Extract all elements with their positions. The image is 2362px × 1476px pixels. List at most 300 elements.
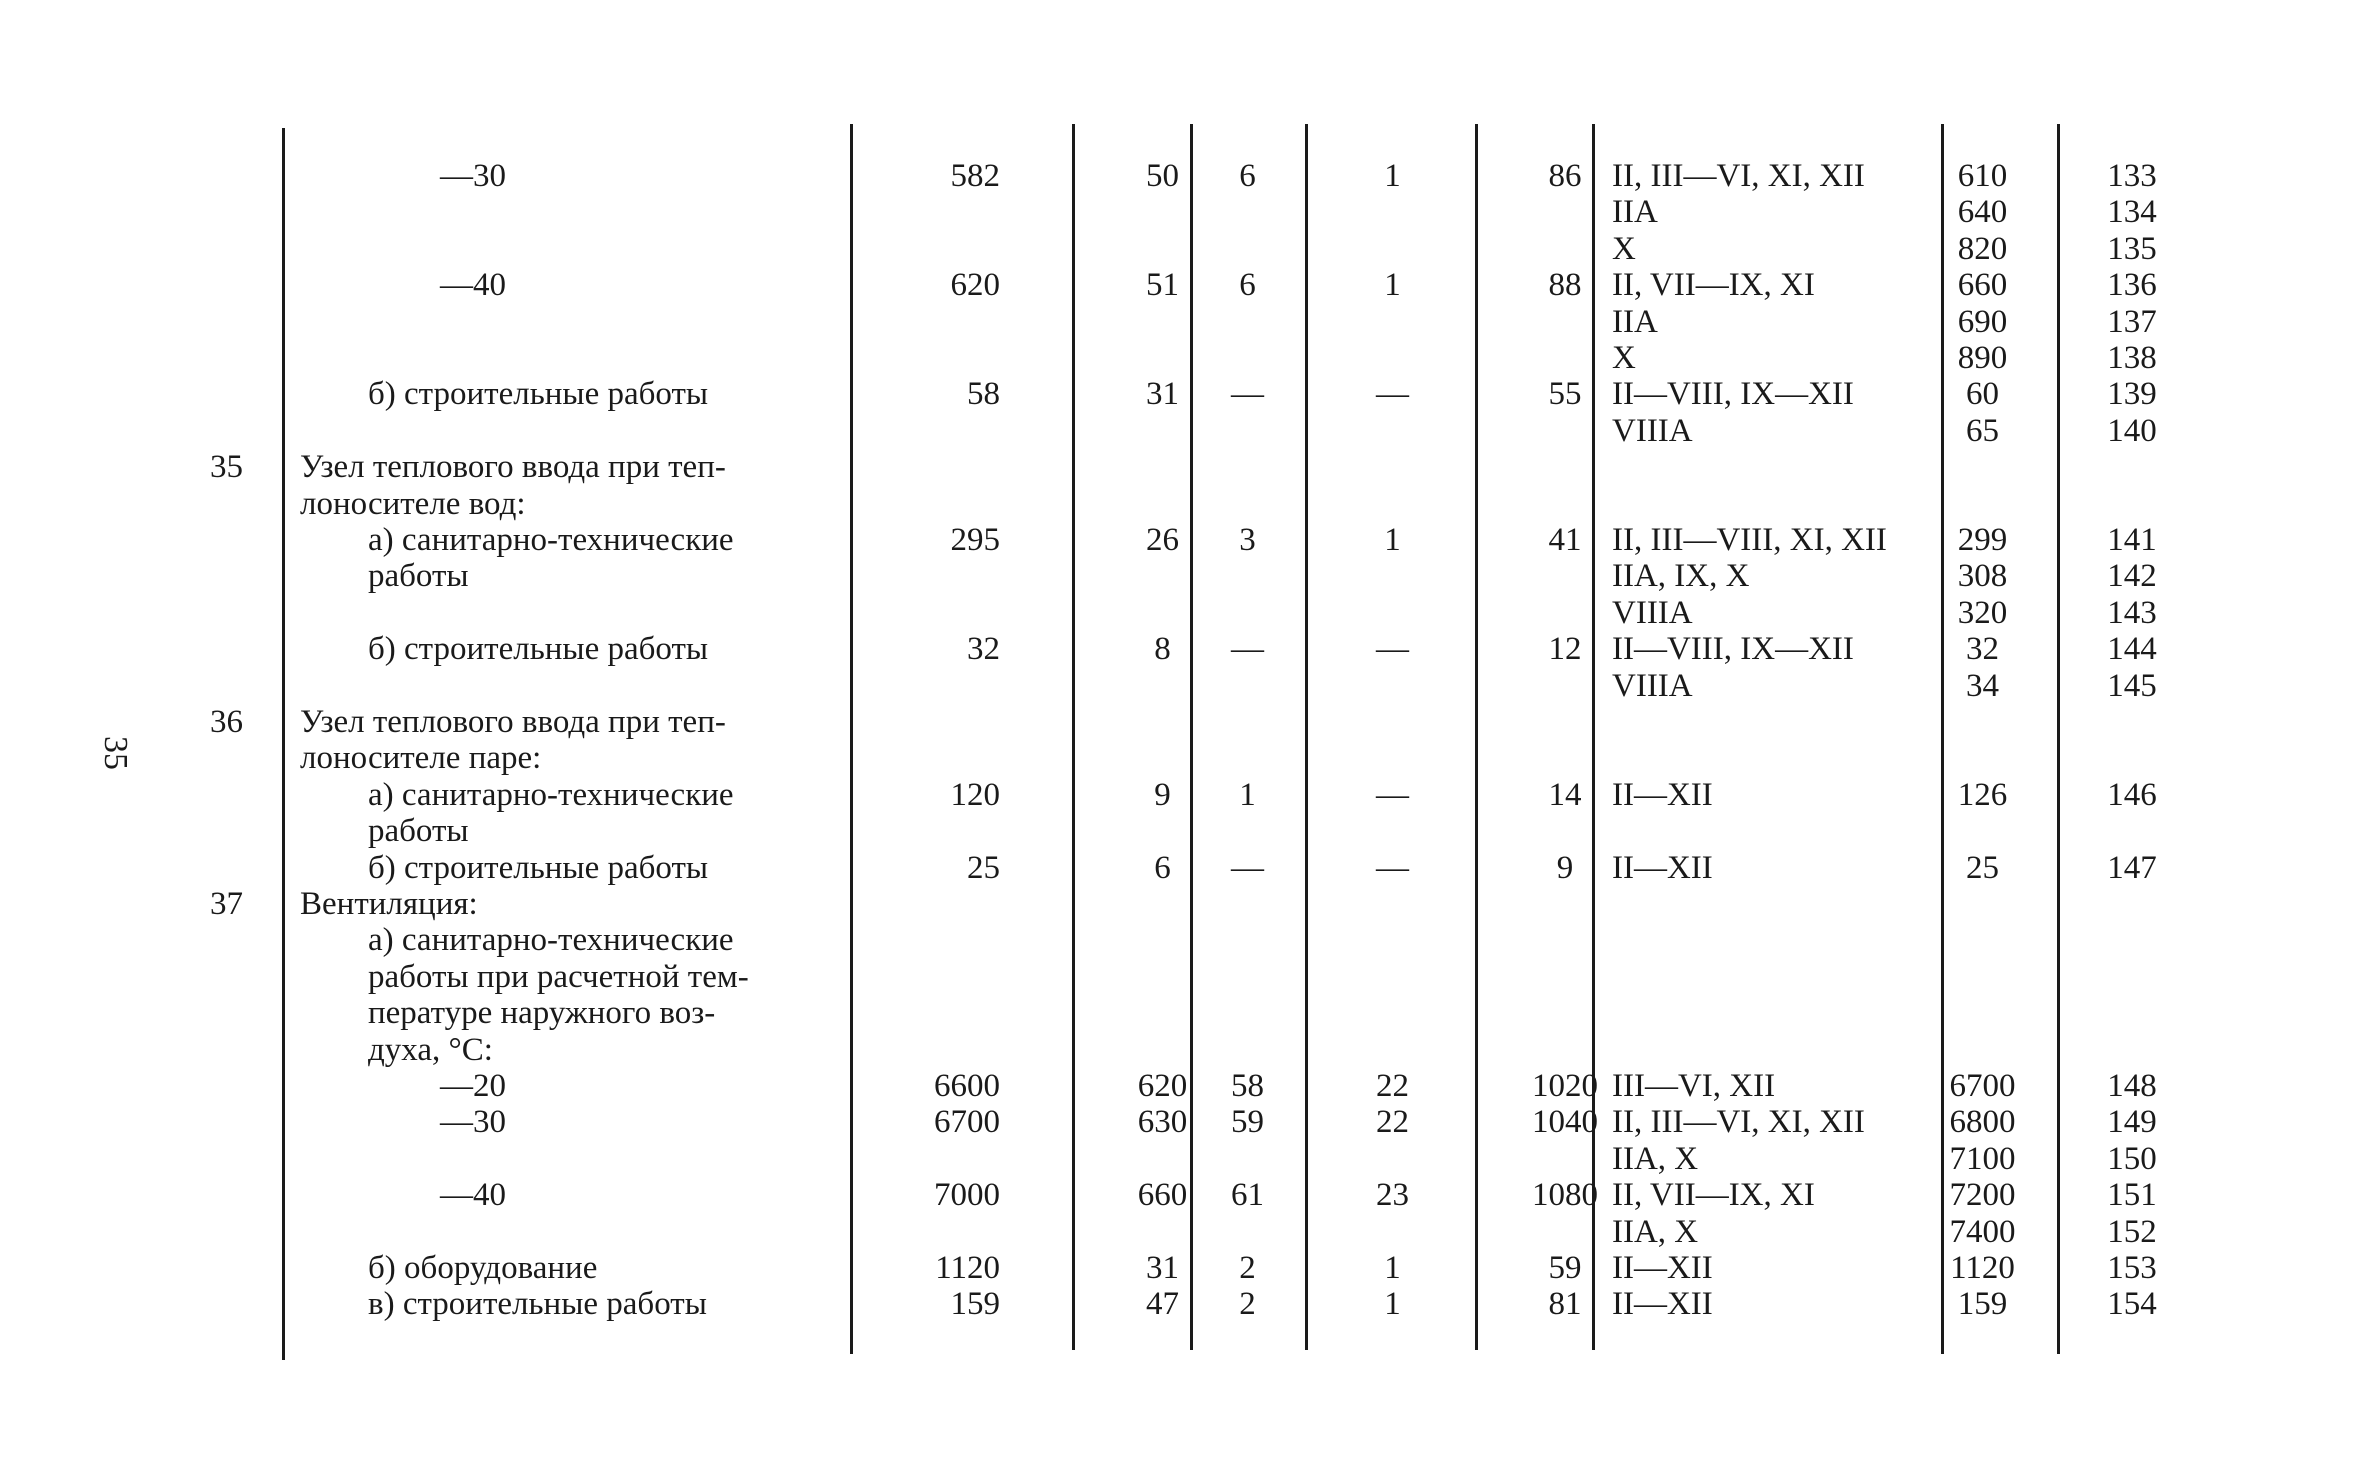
row-number xyxy=(185,995,243,1031)
value-col-1 xyxy=(860,1214,1000,1250)
row-name: б) строительные работы xyxy=(368,631,709,667)
table-row xyxy=(0,1250,2362,1286)
row-number xyxy=(185,740,243,776)
value-col-1: 6600 xyxy=(934,1068,1000,1104)
price-value xyxy=(1940,813,2025,849)
row-name: —20 xyxy=(440,1068,506,1104)
table-row xyxy=(0,1177,2362,1213)
table-row xyxy=(0,158,2362,194)
row-name: работы xyxy=(368,558,469,594)
row-number xyxy=(185,1286,243,1322)
value-col-3 xyxy=(1190,558,1305,594)
position-index xyxy=(2082,486,2182,522)
position-index: 147 xyxy=(2107,850,2157,886)
value-col-4 xyxy=(1320,1214,1465,1250)
value-col-3 xyxy=(1190,922,1305,958)
price-value: 34 xyxy=(1966,668,1999,704)
price-value xyxy=(1940,922,2025,958)
row-name: работы при расчетной тем- xyxy=(368,959,749,995)
row-name: лоносителе паре: xyxy=(300,740,542,776)
value-col-3: 6 xyxy=(1239,267,1256,303)
value-col-3: 1 xyxy=(1239,777,1256,813)
row-number xyxy=(185,1104,243,1140)
position-index: 141 xyxy=(2107,522,2157,558)
table-row xyxy=(0,850,2362,886)
table-row xyxy=(0,486,2362,522)
table-row xyxy=(0,413,2362,449)
district-list: VIIIA xyxy=(1612,413,1693,449)
value-col-5: 88 xyxy=(1548,267,1582,303)
value-col-4 xyxy=(1320,922,1465,958)
price-value: 159 xyxy=(1957,1286,2008,1322)
position-index: 133 xyxy=(2107,158,2157,194)
district-list: II—VIII, IX—XII xyxy=(1612,376,1854,412)
value-col-1 xyxy=(860,194,1000,230)
value-col-3 xyxy=(1190,304,1305,340)
price-value xyxy=(1940,449,2025,485)
value-col-3 xyxy=(1190,231,1305,267)
district-list: II—XII xyxy=(1612,1286,1713,1322)
value-col-1 xyxy=(860,1141,1000,1177)
value-col-3 xyxy=(1190,995,1305,1031)
value-col-1: 32 xyxy=(967,631,1000,667)
value-col-1: 620 xyxy=(950,267,1000,303)
district-list: X xyxy=(1612,231,1636,267)
position-index: 144 xyxy=(2107,631,2157,667)
value-col-5: 1040 xyxy=(1532,1104,1598,1140)
value-col-3: 58 xyxy=(1231,1068,1264,1104)
value-col-4 xyxy=(1320,813,1465,849)
value-col-4: 22 xyxy=(1376,1068,1409,1104)
table-row xyxy=(0,886,2362,922)
price-value: 320 xyxy=(1957,595,2008,631)
table-row xyxy=(0,668,2362,704)
row-name: а) санитарно-технические xyxy=(368,522,734,558)
price-value xyxy=(1940,740,2025,776)
value-col-1 xyxy=(860,959,1000,995)
row-name: —30 xyxy=(440,158,506,194)
position-index xyxy=(2082,740,2182,776)
price-value: 299 xyxy=(1957,522,2008,558)
value-col-2: 31 xyxy=(1146,1250,1179,1286)
value-col-4 xyxy=(1320,740,1465,776)
row-number xyxy=(185,231,243,267)
district-list: II—XII xyxy=(1612,1250,1713,1286)
table-row xyxy=(0,1141,2362,1177)
table-row xyxy=(0,449,2362,485)
value-col-4: 23 xyxy=(1376,1177,1409,1213)
row-number xyxy=(185,631,243,667)
position-index: 140 xyxy=(2107,413,2157,449)
value-col-3 xyxy=(1190,959,1305,995)
price-value: 690 xyxy=(1957,304,2008,340)
price-value: 32 xyxy=(1966,631,1999,667)
value-col-4 xyxy=(1320,704,1465,740)
row-name: б) строительные работы xyxy=(368,376,709,412)
value-col-5 xyxy=(1480,813,1650,849)
row-number xyxy=(185,522,243,558)
price-value: 65 xyxy=(1966,413,1999,449)
value-col-4 xyxy=(1320,595,1465,631)
value-col-1 xyxy=(860,340,1000,376)
value-col-4 xyxy=(1320,449,1465,485)
value-col-4: 1 xyxy=(1384,158,1401,194)
value-col-4 xyxy=(1320,340,1465,376)
price-value xyxy=(1940,486,2025,522)
price-value: 890 xyxy=(1957,340,2008,376)
value-col-1 xyxy=(860,558,1000,594)
value-col-1: 1120 xyxy=(935,1250,1000,1286)
row-number xyxy=(185,813,243,849)
district-list: II, VII—IX, XI xyxy=(1612,267,1815,303)
position-index: 148 xyxy=(2107,1068,2157,1104)
value-col-3: 2 xyxy=(1239,1250,1256,1286)
value-col-5: 1020 xyxy=(1532,1068,1598,1104)
row-number xyxy=(185,376,243,412)
value-col-1 xyxy=(860,231,1000,267)
value-col-4 xyxy=(1320,1032,1465,1068)
value-col-4: — xyxy=(1376,777,1409,813)
value-col-2: 51 xyxy=(1146,267,1179,303)
position-index: 152 xyxy=(2107,1214,2157,1250)
price-value: 25 xyxy=(1966,850,1999,886)
row-number xyxy=(185,1141,243,1177)
position-index xyxy=(2082,886,2182,922)
value-col-4: — xyxy=(1376,376,1409,412)
page-number: 35 xyxy=(97,736,134,770)
table-row xyxy=(0,704,2362,740)
row-name: работы xyxy=(368,813,469,849)
price-value: 610 xyxy=(1957,158,2008,194)
price-value xyxy=(1940,959,2025,995)
district-list: II, III—VIII, XI, XII xyxy=(1612,522,1887,558)
value-col-4: — xyxy=(1376,850,1409,886)
position-index: 142 xyxy=(2107,558,2157,594)
value-col-3: 61 xyxy=(1231,1177,1264,1213)
value-col-3 xyxy=(1190,1214,1305,1250)
row-number xyxy=(185,340,243,376)
value-col-4 xyxy=(1320,1141,1465,1177)
district-list: II—XII xyxy=(1612,777,1713,813)
value-col-1 xyxy=(860,922,1000,958)
value-col-2: 630 xyxy=(1137,1104,1188,1140)
value-col-4: 1 xyxy=(1384,522,1401,558)
value-col-1 xyxy=(860,449,1000,485)
row-name: духа, °С: xyxy=(368,1032,493,1068)
district-list: IIA xyxy=(1612,304,1658,340)
value-col-2: 660 xyxy=(1137,1177,1188,1213)
table-row xyxy=(0,194,2362,230)
value-col-3 xyxy=(1190,813,1305,849)
value-col-3 xyxy=(1190,340,1305,376)
row-number xyxy=(185,158,243,194)
value-col-4: — xyxy=(1376,631,1409,667)
value-col-3 xyxy=(1190,740,1305,776)
value-col-4 xyxy=(1320,558,1465,594)
district-list: IIA, X xyxy=(1612,1141,1699,1177)
value-col-4: 22 xyxy=(1376,1104,1409,1140)
price-value: 660 xyxy=(1957,267,2008,303)
value-col-3 xyxy=(1190,194,1305,230)
value-col-1: 582 xyxy=(950,158,1000,194)
value-col-4 xyxy=(1320,304,1465,340)
row-number xyxy=(185,558,243,594)
value-col-5: 41 xyxy=(1548,522,1582,558)
value-col-3: — xyxy=(1231,376,1264,412)
table-row xyxy=(0,631,2362,667)
price-value: 126 xyxy=(1957,777,2008,813)
row-number xyxy=(185,267,243,303)
value-col-1 xyxy=(860,1032,1000,1068)
position-index: 135 xyxy=(2107,231,2157,267)
value-col-3: — xyxy=(1231,850,1264,886)
value-col-1 xyxy=(860,668,1000,704)
position-index xyxy=(2082,813,2182,849)
price-value: 7400 xyxy=(1949,1214,2016,1250)
table-row xyxy=(0,813,2362,849)
value-col-4: 1 xyxy=(1384,1250,1401,1286)
value-col-5 xyxy=(1480,886,1650,922)
position-index: 137 xyxy=(2107,304,2157,340)
row-name: б) строительные работы xyxy=(368,850,709,886)
row-name: Вентиляция: xyxy=(300,886,478,922)
value-col-1 xyxy=(860,304,1000,340)
position-index: 136 xyxy=(2107,267,2157,303)
position-index: 145 xyxy=(2107,668,2157,704)
district-list: IIA xyxy=(1612,194,1658,230)
position-index xyxy=(2082,449,2182,485)
district-list: II, VII—IX, XI xyxy=(1612,1177,1815,1213)
table-row xyxy=(0,376,2362,412)
district-list: II—XII xyxy=(1612,850,1713,886)
position-index xyxy=(2082,1032,2182,1068)
price-value xyxy=(1940,886,2025,922)
price-value: 308 xyxy=(1957,558,2008,594)
table-row xyxy=(0,231,2362,267)
row-name: б) оборудование xyxy=(368,1250,598,1286)
price-value xyxy=(1940,995,2025,1031)
table-row xyxy=(0,522,2362,558)
value-col-3 xyxy=(1190,704,1305,740)
value-col-5: 59 xyxy=(1548,1250,1582,1286)
price-value: 60 xyxy=(1966,376,1999,412)
value-col-4 xyxy=(1320,995,1465,1031)
row-number xyxy=(185,922,243,958)
value-col-2: 9 xyxy=(1154,777,1171,813)
value-col-4: 1 xyxy=(1384,1286,1401,1322)
table-row xyxy=(0,922,2362,958)
value-col-1 xyxy=(860,740,1000,776)
district-list: II, III—VI, XI, XII xyxy=(1612,1104,1865,1140)
value-col-3 xyxy=(1190,1141,1305,1177)
row-name: —30 xyxy=(440,1104,506,1140)
row-number xyxy=(185,668,243,704)
price-value: 6800 xyxy=(1949,1104,2016,1140)
row-name: Узел теплового ввода при теп- xyxy=(300,449,726,485)
value-col-1 xyxy=(860,486,1000,522)
value-col-5 xyxy=(1480,995,1650,1031)
position-index: 150 xyxy=(2107,1141,2157,1177)
price-value xyxy=(1940,704,2025,740)
value-col-4 xyxy=(1320,668,1465,704)
position-index: 134 xyxy=(2107,194,2157,230)
value-col-1: 25 xyxy=(967,850,1000,886)
value-col-3 xyxy=(1190,595,1305,631)
value-col-5 xyxy=(1480,486,1650,522)
value-col-5: 12 xyxy=(1548,631,1582,667)
district-list: II, III—VI, XI, XII xyxy=(1612,158,1865,194)
position-index: 153 xyxy=(2107,1250,2157,1286)
row-number xyxy=(185,304,243,340)
row-number: 36 xyxy=(210,704,243,740)
value-col-4 xyxy=(1320,959,1465,995)
district-list: III—VI, XII xyxy=(1612,1068,1776,1104)
value-col-3: 2 xyxy=(1239,1286,1256,1322)
table-row xyxy=(0,995,2362,1031)
value-col-1 xyxy=(860,995,1000,1031)
position-index: 149 xyxy=(2107,1104,2157,1140)
value-col-4 xyxy=(1320,486,1465,522)
value-col-1: 159 xyxy=(950,1286,1000,1322)
price-value: 7200 xyxy=(1949,1177,2016,1213)
value-col-3: 59 xyxy=(1231,1104,1264,1140)
value-col-4 xyxy=(1320,194,1465,230)
value-col-5 xyxy=(1480,922,1650,958)
district-list: IIA, IX, X xyxy=(1612,558,1750,594)
value-col-2: 26 xyxy=(1146,522,1179,558)
position-index xyxy=(2082,922,2182,958)
district-list: X xyxy=(1612,340,1636,376)
row-name: пературе наружного воз- xyxy=(368,995,716,1031)
row-name: Узел теплового ввода при теп- xyxy=(300,704,726,740)
price-value xyxy=(1940,1032,2025,1068)
table-row xyxy=(0,1068,2362,1104)
value-col-3: 3 xyxy=(1239,522,1256,558)
position-index xyxy=(2082,995,2182,1031)
table-row xyxy=(0,959,2362,995)
row-name: а) санитарно-технические xyxy=(368,777,734,813)
value-col-3: 6 xyxy=(1239,158,1256,194)
table-row xyxy=(0,1286,2362,1322)
value-col-3 xyxy=(1190,486,1305,522)
value-col-2: 50 xyxy=(1146,158,1179,194)
value-col-1 xyxy=(860,413,1000,449)
row-number xyxy=(185,959,243,995)
position-index: 143 xyxy=(2107,595,2157,631)
value-col-4 xyxy=(1320,886,1465,922)
row-number xyxy=(185,486,243,522)
value-col-3 xyxy=(1190,449,1305,485)
district-list: VIIIA xyxy=(1612,668,1693,704)
row-number xyxy=(185,194,243,230)
row-name: а) санитарно-технические xyxy=(368,922,734,958)
row-number: 35 xyxy=(210,449,243,485)
table-row xyxy=(0,340,2362,376)
value-col-1 xyxy=(860,813,1000,849)
value-col-1: 7000 xyxy=(934,1177,1000,1213)
table-row xyxy=(0,1104,2362,1140)
position-index: 151 xyxy=(2107,1177,2157,1213)
row-number xyxy=(185,777,243,813)
value-col-5: 55 xyxy=(1548,376,1582,412)
table-row xyxy=(0,595,2362,631)
row-number: 37 xyxy=(210,886,243,922)
value-col-3 xyxy=(1190,1032,1305,1068)
position-index xyxy=(2082,704,2182,740)
value-col-2: 31 xyxy=(1146,376,1179,412)
table-row xyxy=(0,740,2362,776)
table-row xyxy=(0,777,2362,813)
value-col-4 xyxy=(1320,413,1465,449)
value-col-3 xyxy=(1190,413,1305,449)
price-value: 640 xyxy=(1957,194,2008,230)
value-col-1: 120 xyxy=(950,777,1000,813)
value-col-1 xyxy=(860,886,1000,922)
price-value: 7100 xyxy=(1949,1141,2016,1177)
price-value: 820 xyxy=(1957,231,2008,267)
position-index: 138 xyxy=(2107,340,2157,376)
value-col-1: 58 xyxy=(967,376,1000,412)
row-number xyxy=(185,1250,243,1286)
value-col-2: 47 xyxy=(1146,1286,1179,1322)
value-col-5 xyxy=(1480,959,1650,995)
row-number xyxy=(185,1068,243,1104)
value-col-3 xyxy=(1190,886,1305,922)
district-list: II—VIII, IX—XII xyxy=(1612,631,1854,667)
row-name: —40 xyxy=(440,1177,506,1213)
table-row xyxy=(0,1214,2362,1250)
district-list: IIA, X xyxy=(1612,1214,1699,1250)
row-number xyxy=(185,850,243,886)
row-number xyxy=(185,1177,243,1213)
value-col-1: 295 xyxy=(950,522,1000,558)
value-col-5 xyxy=(1480,740,1650,776)
value-col-3 xyxy=(1190,668,1305,704)
value-col-4 xyxy=(1320,231,1465,267)
row-name: лоносителе вод: xyxy=(300,486,526,522)
value-col-5: 81 xyxy=(1548,1286,1582,1322)
row-number xyxy=(185,413,243,449)
value-col-1 xyxy=(860,595,1000,631)
table-row xyxy=(0,558,2362,594)
price-value: 6700 xyxy=(1949,1068,2016,1104)
value-col-2: 8 xyxy=(1154,631,1171,667)
value-col-1 xyxy=(860,704,1000,740)
value-col-5 xyxy=(1480,1032,1650,1068)
value-col-1: 6700 xyxy=(934,1104,1000,1140)
value-col-5: 9 xyxy=(1556,850,1574,886)
position-index: 146 xyxy=(2107,777,2157,813)
position-index xyxy=(2082,959,2182,995)
row-name: —40 xyxy=(440,267,506,303)
value-col-5: 14 xyxy=(1548,777,1582,813)
row-number xyxy=(185,595,243,631)
row-name: в) строительные работы xyxy=(368,1286,707,1322)
value-col-3: — xyxy=(1231,631,1264,667)
value-col-5 xyxy=(1480,449,1650,485)
row-number xyxy=(185,1214,243,1250)
table-row xyxy=(0,1032,2362,1068)
value-col-4: 1 xyxy=(1384,267,1401,303)
district-list: VIIIA xyxy=(1612,595,1693,631)
value-col-5: 86 xyxy=(1548,158,1582,194)
position-index: 154 xyxy=(2107,1286,2157,1322)
row-number xyxy=(185,1032,243,1068)
table-row xyxy=(0,304,2362,340)
value-col-2: 620 xyxy=(1137,1068,1188,1104)
value-col-2: 6 xyxy=(1154,850,1171,886)
value-col-5 xyxy=(1480,704,1650,740)
